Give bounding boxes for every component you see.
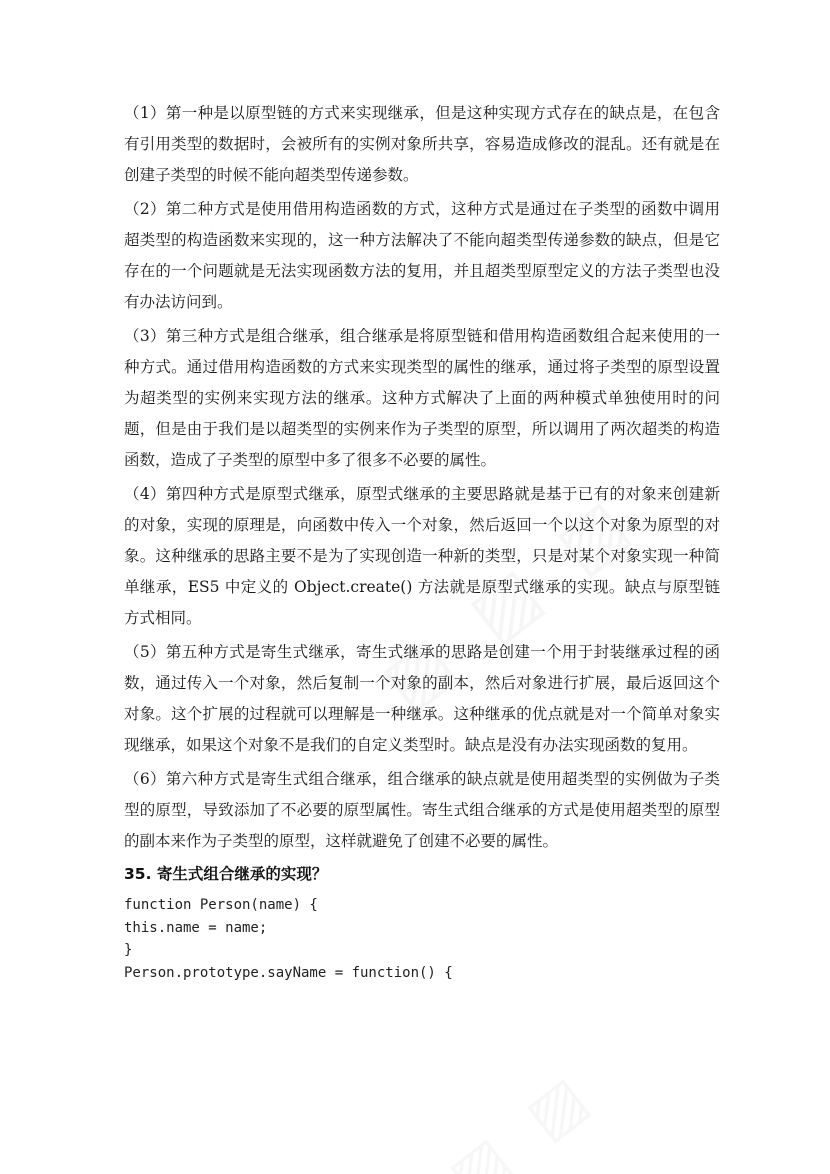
paragraph-3: （3）第三种方式是组合继承，组合继承是将原型链和借用构造函数组合起来使用的一种方式。通过借用构造函数的方式来实现类型的属性的继承，通过将子类型的原型设置为超类型的实例来实现方法的继承。这种方式解决了上面的两种模式单独使用时的问题，但是由于我们是以超类型的实例来作为子类型的原型，所以调用了两次超类的构造函数，造成了子类型的原型中多了很多不必要的属性。 <box>124 327 720 469</box>
code-line: function Person(name) { <box>124 897 318 913</box>
code-line: Person.prototype.sayName = function() { <box>124 964 453 981</box>
paragraph-1: （1）第一种是以原型链的方式来实现继承，但是这种实现方式存在的缺点是，在包含有引用类型的数据时，会被所有的实例对象所共享，容易造成修改的混乱。还有就是在创建子类型的时候不能向超类型传递参数。 <box>124 104 720 184</box>
paragraph-2: （2）第二种方式是使用借用构造函数的方式，这种方式是通过在子类型的函数中调用超类型的构造函数来实现的，这一种方法解决了不能向超类型传递参数的缺点，但是它存在的一个问题就是无法实现函数方法的复用，并且超类型原型定义的方法子类型也没有办法访问到。 <box>124 200 720 311</box>
paragraph-4: （4）第四种方式是原型式继承，原型式继承的主要思路就是基于已有的对象来创建新的对象，实现的原理是，向函数中传入一个对象，然后返回一个以这个对象为原型的对象。这种继承的思路主要不是为了实现创造一种新的类型，只是对某个对象实现一种简单继承，ES5 中定义的 Object.create() 方法就是原型式继承的实现。缺点与原型链方式相同。 <box>124 485 720 627</box>
section-heading: 35. 寄生式组合继承的实现？ <box>124 865 328 883</box>
paragraph-6: （6）第六种方式是寄生式组合继承，组合继承的缺点就是使用超类型的实例做为子类型的原型，导致添加了不必要的原型属性。寄生式组合继承的方式是使用超类型的原型的副本来作为子类型的原型，这样就避免了创建不必要的属性。 <box>124 770 720 850</box>
code-line: this.name = name; <box>124 919 268 936</box>
code-line: } <box>124 942 133 958</box>
page-content <box>124 98 720 984</box>
paragraph-5: （5）第五种方式是寄生式继承，寄生式继承的思路是创建一个用于封装继承过程的函数，通过传入一个对象，然后复制一个对象的副本，然后对象进行扩展，最后返回这个对象。这个扩展的过程就可以理解是一种继承。这种继承的优点就是对一个简单对象实现继承，如果这个对象不是我们的自定义类型时。缺点是没有办法实现函数的复用。 <box>124 643 720 754</box>
code-block <box>124 894 720 984</box>
watermark-lower <box>436 1057 609 1174</box>
